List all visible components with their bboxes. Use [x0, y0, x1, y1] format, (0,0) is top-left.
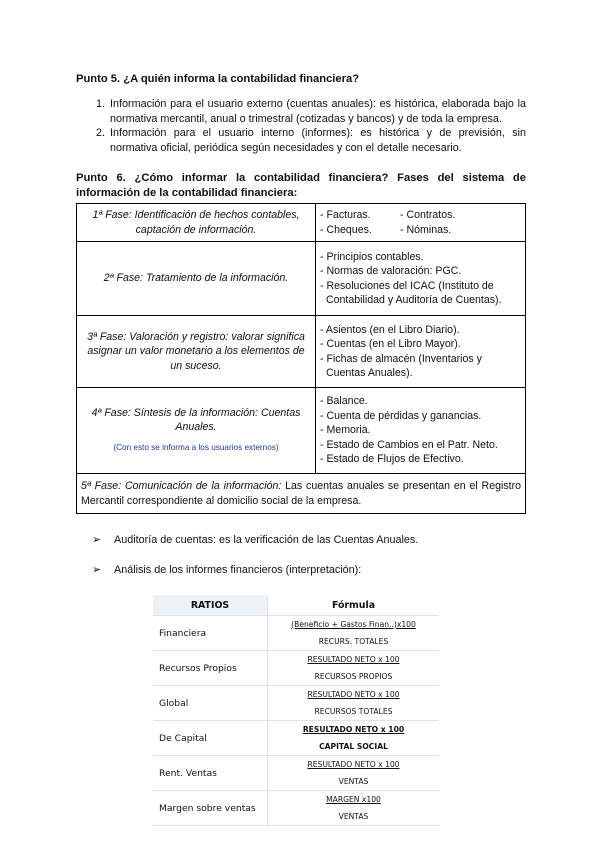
- fase-row: [77, 242, 526, 316]
- fase-note: (Con esto se informa a los usuarios externos): [113, 442, 279, 452]
- ratio-formula: [268, 791, 440, 826]
- ratio-name: Financiera: [153, 616, 268, 651]
- ratio-formula: [268, 721, 440, 756]
- formula-denominator: CAPITAL SOCIAL: [319, 741, 388, 751]
- ratio-name: Rent. Ventas: [153, 756, 268, 791]
- fase-item: - Normas de valoración: PGC.: [320, 265, 462, 278]
- formula-numerator: MARGEN x100: [326, 794, 381, 804]
- ratio-name: Global: [153, 686, 268, 721]
- fase-title: 4ª Fase: Síntesis de la información: Cuentas Anuales.: [91, 406, 301, 434]
- formula-numerator: RESULTADO NETO x 100: [302, 724, 405, 734]
- fase-row: [77, 388, 526, 474]
- fase-item-pair: [320, 223, 521, 237]
- bullet-text: Análisis de los informes financieros (interpretación):: [114, 564, 362, 576]
- ratio-name: De Capital: [153, 721, 268, 756]
- fase-item: - Nóminas.: [400, 223, 452, 236]
- fase5-text: Las cuentas anuales se presentan en el Registro Mercantil correspondiente al domicilio social de la empresa.: [81, 480, 522, 507]
- fase-item: - Balance.: [320, 395, 368, 408]
- fase-item: - Asientos (en el Libro Diario).: [320, 323, 460, 336]
- ratio-row: [153, 756, 439, 791]
- arrow-bullet-icon: ➢: [92, 564, 102, 576]
- fase-title: 2ª Fase: Tratamiento de la información.: [77, 242, 316, 316]
- header-ratio: RATIOS: [153, 595, 268, 616]
- formula-denominator: VENTAS: [338, 811, 369, 821]
- fase-row: [77, 316, 526, 388]
- ratios-table: [153, 595, 439, 826]
- punto6-heading: Punto 6. ¿Cómo informar la contabilidad financiera? Fases del sistema de información de la contabilidad financiera:: [76, 172, 526, 199]
- ratio-formula: [268, 616, 440, 651]
- formula-numerator: (Beneficio + Gastos Finan..)x100: [291, 619, 416, 629]
- formula-denominator: RECURSOS TOTALES: [314, 706, 393, 716]
- fase-items: [316, 316, 526, 388]
- fase-title: 1ª Fase: Identificación de hechos contables, captación de información.: [77, 204, 316, 242]
- fase-item: - Cuenta de pérdidas y ganancias.: [320, 409, 482, 422]
- arrow-bullet-icon: ➢: [92, 534, 102, 546]
- ratio-row: [153, 791, 439, 826]
- fase-items: [316, 388, 526, 474]
- list-item: 1. Información para el usuario externo (cuentas anuales): es histórica, elaborada bajo la normativa mercantil, anual o trimestral (cotizadas y bancos) y de toda la empresa.: [108, 97, 526, 126]
- ratio-row: [153, 651, 439, 686]
- fase-items: [316, 242, 526, 316]
- ratio-row: [153, 616, 439, 651]
- ratio-name: Recursos Propios: [153, 651, 268, 686]
- fase-item: - Contratos.: [400, 209, 456, 222]
- punto5-list: [76, 97, 526, 155]
- ratio-formula: [268, 651, 440, 686]
- fase-item: - Resoluciones del ICAC (Instituto de Contabilidad y Auditoría de Cuentas).: [320, 279, 502, 306]
- fase-item: - Cheques.: [320, 223, 372, 236]
- formula-denominator: RECURS. TOTALES: [318, 636, 389, 646]
- bullet-text: Auditoría de cuentas: es la verificación de las Cuentas Anuales.: [114, 534, 419, 546]
- formula-denominator: RECURSOS PROPIOS: [314, 671, 393, 681]
- fase-row: [77, 204, 526, 242]
- header-formula: Fórmula: [268, 595, 440, 616]
- fase-item-pair: [320, 208, 521, 222]
- fase-items: [316, 204, 526, 242]
- formula-numerator: RESULTADO NETO x 100: [307, 759, 400, 769]
- fase-item: - Estado de Flujos de Efectivo.: [320, 453, 464, 466]
- fase-item: - Memoria.: [320, 424, 371, 437]
- ratio-row: [153, 686, 439, 721]
- formula-numerator: RESULTADO NETO x 100: [307, 689, 400, 699]
- ratio-formula: [268, 686, 440, 721]
- fase-item: - Cuentas (en el Libro Mayor).: [320, 338, 461, 351]
- fase-title: 3ª Fase: Valoración y registro: valorar significa asignar un valor monetario a los elementos de un suceso.: [77, 316, 316, 388]
- fase-item: - Principios contables.: [320, 250, 424, 263]
- formula-denominator: VENTAS: [338, 776, 369, 786]
- list-item: 2. Información para el usuario interno (informes): es histórica y de previsión, sin normativa oficial, periódica según necesidades y con el detalle necesario.: [108, 126, 526, 155]
- ratios-header-row: [153, 595, 439, 616]
- fase-title-cell: [77, 388, 316, 474]
- ratio-formula: [268, 756, 440, 791]
- bullet-analisis: [92, 563, 532, 577]
- fases-table: [76, 203, 526, 514]
- ratio-row: [153, 721, 439, 756]
- fase-item: - Estado de Cambios en el Patr. Neto.: [320, 438, 498, 451]
- punto5-heading: Punto 5. ¿A quién informa la contabilidad financiera?: [76, 73, 360, 85]
- formula-numerator: RESULTADO NETO x 100: [307, 654, 400, 664]
- fase5-cell: [77, 474, 526, 514]
- fase-item: - Facturas.: [320, 209, 371, 222]
- bullet-auditoria: [92, 533, 532, 547]
- fase5-lead: 5ª Fase: Comunicación de la información:: [81, 480, 282, 493]
- fase-item: - Fichas de almacén (Inventarios y Cuentas Anuales).: [320, 352, 482, 379]
- fase-row: [77, 474, 526, 514]
- ratio-name: Margen sobre ventas: [153, 791, 268, 826]
